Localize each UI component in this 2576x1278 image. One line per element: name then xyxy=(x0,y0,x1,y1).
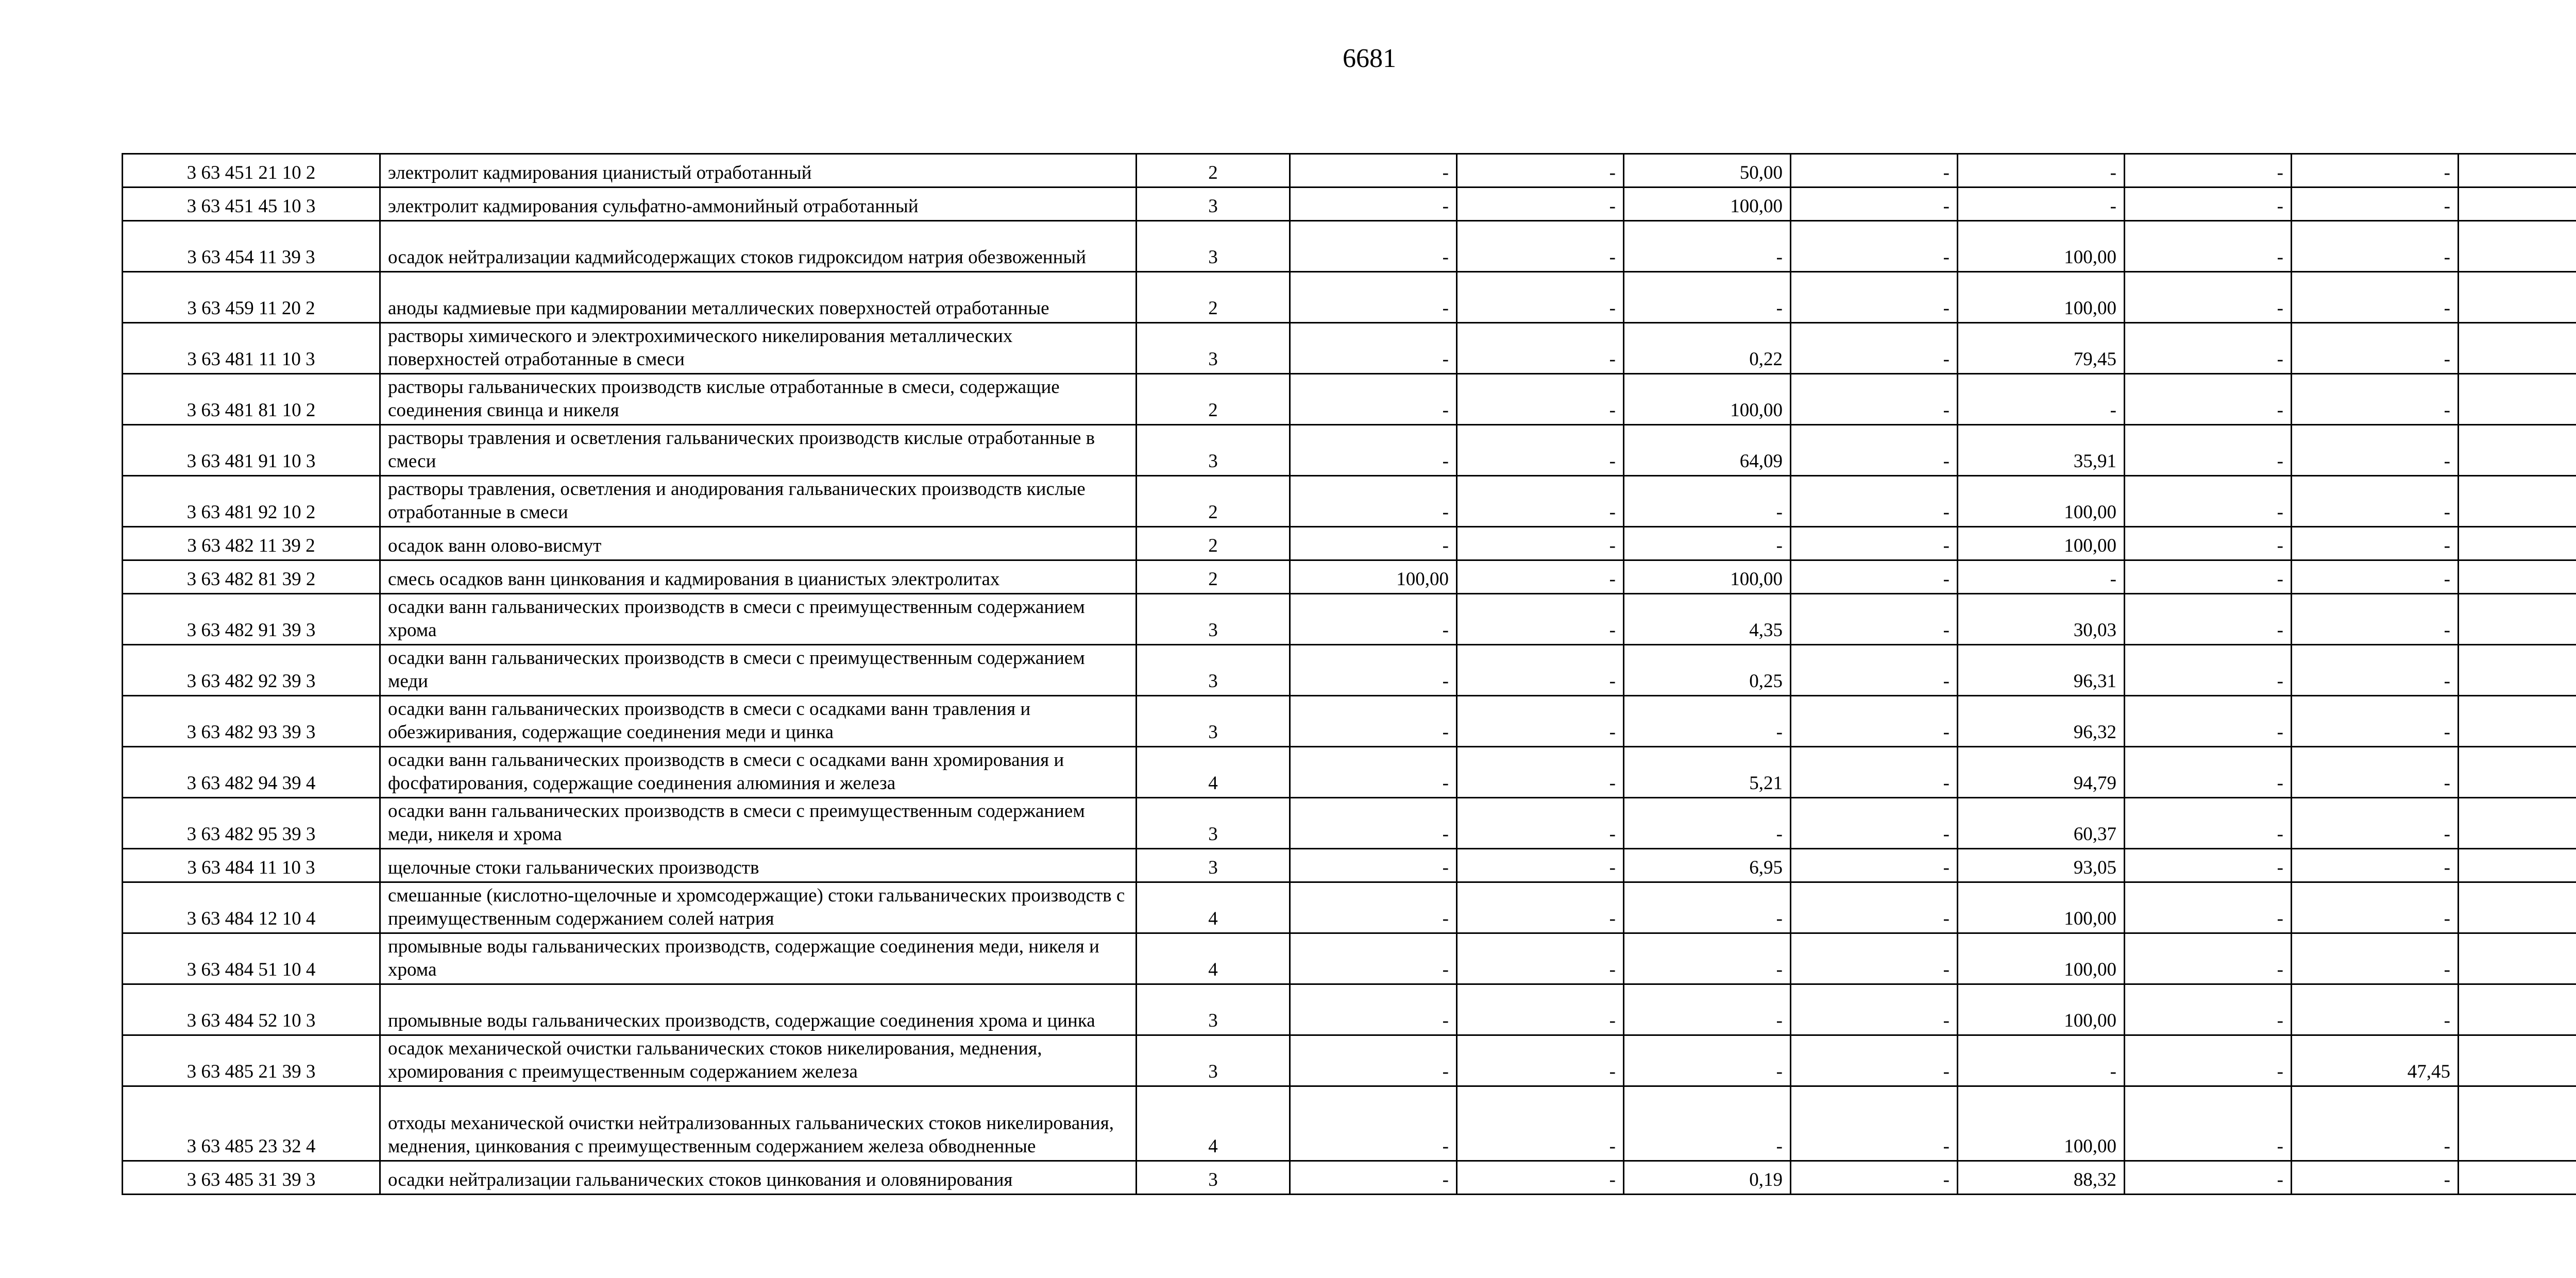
value-cell: - xyxy=(2125,272,2292,323)
value-cell: - xyxy=(1290,1086,1457,1161)
value-cell: - xyxy=(1791,272,1958,323)
value-cell: 100,00 xyxy=(1958,882,2125,933)
waste-name-cell: растворы травления и осветления гальванических производств кислые отработанные в смеси xyxy=(380,425,1137,476)
value-cell: - xyxy=(2292,560,2459,594)
value-cell xyxy=(2459,747,2576,798)
waste-name-cell: смешанные (кислотно-щелочные и хромсодержащие) стоки гальванических производств с преимущественным содержанием солей натрия xyxy=(380,882,1137,933)
value-cell: - xyxy=(1791,1161,1958,1195)
value-cell: 100,00 xyxy=(1958,527,2125,560)
value-cell: - xyxy=(2292,425,2459,476)
value-cell: - xyxy=(1457,645,1624,696)
value-cell: - xyxy=(1624,476,1791,527)
value-cell: - xyxy=(1624,1086,1791,1161)
value-cell: - xyxy=(1457,527,1624,560)
value-cell: 47,45 xyxy=(2292,1035,2459,1086)
value-cell: - xyxy=(1457,849,1624,882)
waste-code-cell: 3 63 484 52 10 3 xyxy=(123,984,380,1035)
value-cell: 100,00 xyxy=(1624,374,1791,425)
value-cell: - xyxy=(1290,1161,1457,1195)
value-cell: - xyxy=(1791,645,1958,696)
hazard-class-cell: 3 xyxy=(1137,188,1290,221)
value-cell: - xyxy=(1791,798,1958,849)
hazard-class-cell: 2 xyxy=(1137,476,1290,527)
waste-code-cell: 3 63 485 21 39 3 xyxy=(123,1035,380,1086)
waste-name-cell: промывные воды гальванических производств, содержащие соединения хрома и цинка xyxy=(380,984,1137,1035)
waste-table xyxy=(122,153,2576,1195)
value-cell: - xyxy=(1457,272,1624,323)
value-cell: - xyxy=(1791,188,1958,221)
value-cell: - xyxy=(1290,374,1457,425)
value-cell: - xyxy=(1290,154,1457,188)
hazard-class-cell: 2 xyxy=(1137,527,1290,560)
waste-code-cell: 3 63 459 11 20 2 xyxy=(123,272,380,323)
hazard-class-cell: 3 xyxy=(1137,323,1290,374)
table-row xyxy=(123,882,2576,933)
value-cell: 5,21 xyxy=(1624,747,1791,798)
value-cell: - xyxy=(1791,527,1958,560)
waste-code-cell: 3 63 481 92 10 2 xyxy=(123,476,380,527)
value-cell: - xyxy=(1290,984,1457,1035)
waste-code-cell: 3 63 482 94 39 4 xyxy=(123,747,380,798)
value-cell: - xyxy=(1290,696,1457,747)
value-cell: - xyxy=(1958,560,2125,594)
hazard-class-cell: 3 xyxy=(1137,425,1290,476)
table-row xyxy=(123,221,2576,272)
page-number: 6681 xyxy=(1343,44,1396,73)
hazard-class-cell: 3 xyxy=(1137,696,1290,747)
hazard-class-cell: 4 xyxy=(1137,1086,1290,1161)
waste-code-cell: 3 63 484 51 10 4 xyxy=(123,933,380,984)
value-cell: - xyxy=(1290,594,1457,645)
value-cell: - xyxy=(2125,933,2292,984)
value-cell: - xyxy=(2125,747,2292,798)
value-cell: 88,32 xyxy=(1958,1161,2125,1195)
value-cell xyxy=(2459,221,2576,272)
value-cell: - xyxy=(2292,696,2459,747)
table-row xyxy=(123,527,2576,560)
waste-code-cell: 3 63 482 91 39 3 xyxy=(123,594,380,645)
value-cell: - xyxy=(2125,188,2292,221)
value-cell: - xyxy=(1791,882,1958,933)
table-row xyxy=(123,1161,2576,1195)
value-cell: - xyxy=(1290,933,1457,984)
value-cell: - xyxy=(1457,425,1624,476)
value-cell: - xyxy=(2125,984,2292,1035)
waste-code-cell: 3 63 451 21 10 2 xyxy=(123,154,380,188)
value-cell: - xyxy=(1457,594,1624,645)
hazard-class-cell: 3 xyxy=(1137,645,1290,696)
value-cell xyxy=(2459,1035,2576,1086)
waste-code-cell: 3 63 481 91 10 3 xyxy=(123,425,380,476)
value-cell: - xyxy=(2125,374,2292,425)
value-cell: - xyxy=(2125,594,2292,645)
value-cell: - xyxy=(1457,984,1624,1035)
value-cell: - xyxy=(1624,882,1791,933)
value-cell: 93,05 xyxy=(1958,849,2125,882)
value-cell: 0,25 xyxy=(1624,645,1791,696)
value-cell: - xyxy=(2292,849,2459,882)
table-row xyxy=(123,272,2576,323)
value-cell: - xyxy=(1290,798,1457,849)
value-cell: 0,22 xyxy=(1624,323,1791,374)
value-cell: - xyxy=(2292,933,2459,984)
table-row xyxy=(123,594,2576,645)
value-cell: - xyxy=(2292,221,2459,272)
value-cell xyxy=(2459,476,2576,527)
waste-code-cell: 3 63 482 92 39 3 xyxy=(123,645,380,696)
value-cell xyxy=(2459,849,2576,882)
value-cell xyxy=(2459,984,2576,1035)
value-cell: - xyxy=(2292,323,2459,374)
value-cell: - xyxy=(1457,933,1624,984)
waste-code-cell: 3 63 481 81 10 2 xyxy=(123,374,380,425)
value-cell: - xyxy=(1791,747,1958,798)
value-cell: - xyxy=(2292,798,2459,849)
value-cell xyxy=(2459,527,2576,560)
value-cell xyxy=(2459,645,2576,696)
value-cell: 100,00 xyxy=(1624,188,1791,221)
waste-name-cell: электролит кадмирования цианистый отработанный xyxy=(380,154,1137,188)
value-cell: - xyxy=(2292,154,2459,188)
value-cell: - xyxy=(1791,696,1958,747)
waste-name-cell: электролит кадмирования сульфатно-аммонийный отработанный xyxy=(380,188,1137,221)
table-row xyxy=(123,798,2576,849)
value-cell: - xyxy=(1290,425,1457,476)
hazard-class-cell: 3 xyxy=(1137,984,1290,1035)
value-cell: 60,37 xyxy=(1958,798,2125,849)
value-cell: - xyxy=(1791,560,1958,594)
value-cell: - xyxy=(2292,476,2459,527)
value-cell xyxy=(2459,1161,2576,1195)
value-cell: - xyxy=(1290,527,1457,560)
value-cell: 100,00 xyxy=(1958,272,2125,323)
value-cell: - xyxy=(1958,374,2125,425)
value-cell: - xyxy=(1457,323,1624,374)
value-cell: - xyxy=(1624,696,1791,747)
waste-name-cell: осадки ванн гальванических производств в смеси с осадками ванн травления и обезжиривания, содержащие соединения меди и цинка xyxy=(380,696,1137,747)
value-cell: - xyxy=(1457,560,1624,594)
value-cell xyxy=(2459,594,2576,645)
waste-name-cell: растворы травления, осветления и анодирования гальванических производств кислые отработанные в смеси xyxy=(380,476,1137,527)
waste-name-cell: осадки ванн гальванических производств в смеси с преимущественным содержанием хрома xyxy=(380,594,1137,645)
value-cell: - xyxy=(2292,645,2459,696)
hazard-class-cell: 3 xyxy=(1137,1035,1290,1086)
value-cell: - xyxy=(1457,221,1624,272)
value-cell: - xyxy=(1457,476,1624,527)
value-cell: - xyxy=(1958,154,2125,188)
value-cell: - xyxy=(2125,154,2292,188)
value-cell: - xyxy=(1457,747,1624,798)
waste-code-cell: 3 63 485 31 39 3 xyxy=(123,1161,380,1195)
value-cell: - xyxy=(2292,374,2459,425)
value-cell: - xyxy=(1457,882,1624,933)
value-cell: - xyxy=(2292,272,2459,323)
value-cell: - xyxy=(2125,1161,2292,1195)
value-cell: 100,00 xyxy=(1290,560,1457,594)
value-cell: - xyxy=(1624,933,1791,984)
waste-code-cell: 3 63 454 11 39 3 xyxy=(123,221,380,272)
value-cell xyxy=(2459,560,2576,594)
hazard-class-cell: 2 xyxy=(1137,272,1290,323)
value-cell: - xyxy=(2125,560,2292,594)
waste-name-cell: осадки ванн гальванических производств в смеси с преимущественным содержанием меди xyxy=(380,645,1137,696)
value-cell xyxy=(2459,696,2576,747)
table-row xyxy=(123,747,2576,798)
waste-name-cell: отходы механической очистки нейтрализованных гальванических стоков никелирования, меднения, цинкования с преимущественным содержанием железа обводненные xyxy=(380,1086,1137,1161)
value-cell xyxy=(2459,1086,2576,1161)
value-cell: - xyxy=(1958,188,2125,221)
value-cell: - xyxy=(2125,645,2292,696)
value-cell: - xyxy=(1791,476,1958,527)
hazard-class-cell: 4 xyxy=(1137,933,1290,984)
table-row xyxy=(123,645,2576,696)
value-cell: - xyxy=(2125,849,2292,882)
value-cell: - xyxy=(2125,696,2292,747)
value-cell: - xyxy=(1791,154,1958,188)
table-row xyxy=(123,984,2576,1035)
value-cell: - xyxy=(2125,476,2292,527)
hazard-class-cell: 4 xyxy=(1137,882,1290,933)
waste-code-cell: 3 63 482 11 39 2 xyxy=(123,527,380,560)
table-row xyxy=(123,154,2576,188)
value-cell: - xyxy=(1457,1161,1624,1195)
value-cell: - xyxy=(2292,527,2459,560)
value-cell: - xyxy=(1290,272,1457,323)
waste-code-cell: 3 63 451 45 10 3 xyxy=(123,188,380,221)
value-cell xyxy=(2459,154,2576,188)
waste-name-cell: аноды кадмиевые при кадмировании металлических поверхностей отработанные xyxy=(380,272,1137,323)
value-cell: - xyxy=(1457,696,1624,747)
table-row xyxy=(123,374,2576,425)
value-cell: 100,00 xyxy=(1958,984,2125,1035)
hazard-class-cell: 3 xyxy=(1137,1161,1290,1195)
value-cell: - xyxy=(2125,798,2292,849)
waste-name-cell: осадки ванн гальванических производств в смеси с преимущественным содержанием меди, никеля и хрома xyxy=(380,798,1137,849)
hazard-class-cell: 3 xyxy=(1137,849,1290,882)
value-cell: - xyxy=(2292,1161,2459,1195)
value-cell: 100,00 xyxy=(1624,560,1791,594)
value-cell: - xyxy=(1457,1086,1624,1161)
value-cell: - xyxy=(1791,221,1958,272)
waste-code-cell: 3 63 484 11 10 3 xyxy=(123,849,380,882)
value-cell: - xyxy=(1958,1035,2125,1086)
value-cell: - xyxy=(1457,374,1624,425)
value-cell: - xyxy=(1457,154,1624,188)
value-cell: - xyxy=(2125,323,2292,374)
value-cell: - xyxy=(1290,188,1457,221)
value-cell: - xyxy=(1791,849,1958,882)
table-row xyxy=(123,1035,2576,1086)
value-cell xyxy=(2459,374,2576,425)
waste-name-cell: растворы химического и электрохимического никелирования металлических поверхностей отработанные в смеси xyxy=(380,323,1137,374)
waste-name-cell: промывные воды гальванических производств, содержащие соединения меди, никеля и хрома xyxy=(380,933,1137,984)
value-cell: - xyxy=(1624,221,1791,272)
value-cell: - xyxy=(1791,425,1958,476)
value-cell: - xyxy=(2125,221,2292,272)
value-cell xyxy=(2459,798,2576,849)
value-cell: 35,91 xyxy=(1958,425,2125,476)
table-row xyxy=(123,849,2576,882)
value-cell: 94,79 xyxy=(1958,747,2125,798)
value-cell: - xyxy=(2292,594,2459,645)
waste-code-cell: 3 63 482 93 39 3 xyxy=(123,696,380,747)
table-row xyxy=(123,425,2576,476)
value-cell: - xyxy=(1791,933,1958,984)
value-cell: - xyxy=(2292,188,2459,221)
value-cell: - xyxy=(1457,1035,1624,1086)
table-row xyxy=(123,560,2576,594)
waste-name-cell: осадок ванн олово-висмут xyxy=(380,527,1137,560)
hazard-class-cell: 2 xyxy=(1137,374,1290,425)
value-cell: - xyxy=(2125,425,2292,476)
value-cell: - xyxy=(2125,527,2292,560)
table-row xyxy=(123,696,2576,747)
value-cell: 6,95 xyxy=(1624,849,1791,882)
hazard-class-cell: 4 xyxy=(1137,747,1290,798)
waste-name-cell: растворы гальванических производств кислые отработанные в смеси, содержащие соединения свинца и никеля xyxy=(380,374,1137,425)
value-cell: 50,00 xyxy=(1624,154,1791,188)
waste-code-cell: 3 63 482 95 39 3 xyxy=(123,798,380,849)
waste-name-cell: осадок нейтрализации кадмийсодержащих стоков гидроксидом натрия обезвоженный xyxy=(380,221,1137,272)
value-cell: 79,45 xyxy=(1958,323,2125,374)
value-cell: - xyxy=(2292,984,2459,1035)
value-cell: - xyxy=(1624,1035,1791,1086)
value-cell: - xyxy=(1290,882,1457,933)
value-cell xyxy=(2459,933,2576,984)
value-cell: - xyxy=(2292,1086,2459,1161)
hazard-class-cell: 3 xyxy=(1137,594,1290,645)
value-cell: - xyxy=(2292,747,2459,798)
value-cell: 64,09 xyxy=(1624,425,1791,476)
value-cell: 100,00 xyxy=(1958,221,2125,272)
value-cell: 100,00 xyxy=(1958,476,2125,527)
value-cell: 30,03 xyxy=(1958,594,2125,645)
table-row xyxy=(123,188,2576,221)
value-cell xyxy=(2459,272,2576,323)
value-cell: 96,32 xyxy=(1958,696,2125,747)
value-cell: - xyxy=(1290,849,1457,882)
hazard-class-cell: 3 xyxy=(1137,221,1290,272)
value-cell: - xyxy=(2292,882,2459,933)
waste-name-cell: осадок механической очистки гальванических стоков никелирования, меднения, хромирования с преимущественным содержанием железа xyxy=(380,1035,1137,1086)
value-cell: - xyxy=(1791,594,1958,645)
value-cell: - xyxy=(1624,798,1791,849)
hazard-class-cell: 3 xyxy=(1137,798,1290,849)
value-cell xyxy=(2459,188,2576,221)
table-row xyxy=(123,1086,2576,1161)
value-cell: - xyxy=(1290,1035,1457,1086)
waste-name-cell: щелочные стоки гальванических производств xyxy=(380,849,1137,882)
hazard-class-cell: 2 xyxy=(1137,560,1290,594)
waste-name-cell: смесь осадков ванн цинкования и кадмирования в цианистых электролитах xyxy=(380,560,1137,594)
value-cell: - xyxy=(1457,798,1624,849)
value-cell: - xyxy=(1791,374,1958,425)
value-cell: - xyxy=(1290,747,1457,798)
table-row xyxy=(123,476,2576,527)
waste-name-cell: осадки ванн гальванических производств в смеси с осадками ванн хромирования и фосфатирования, содержащие соединения алюминия и железа xyxy=(380,747,1137,798)
value-cell: - xyxy=(1624,984,1791,1035)
waste-code-cell: 3 63 484 12 10 4 xyxy=(123,882,380,933)
value-cell: - xyxy=(1791,323,1958,374)
value-cell: - xyxy=(1791,1086,1958,1161)
value-cell: 96,31 xyxy=(1958,645,2125,696)
waste-code-cell: 3 63 482 81 39 2 xyxy=(123,560,380,594)
value-cell: - xyxy=(1791,1035,1958,1086)
value-cell: - xyxy=(1290,645,1457,696)
value-cell: - xyxy=(1791,984,1958,1035)
waste-code-cell: 3 63 485 23 32 4 xyxy=(123,1086,380,1161)
value-cell: - xyxy=(1290,476,1457,527)
hazard-class-cell: 2 xyxy=(1137,154,1290,188)
value-cell xyxy=(2459,425,2576,476)
value-cell xyxy=(2459,882,2576,933)
value-cell: 100,00 xyxy=(1958,933,2125,984)
value-cell: 4,35 xyxy=(1624,594,1791,645)
value-cell xyxy=(2459,323,2576,374)
value-cell: 0,19 xyxy=(1624,1161,1791,1195)
waste-name-cell: осадки нейтрализации гальванических стоков цинкования и оловянирования xyxy=(380,1161,1137,1195)
value-cell: - xyxy=(1624,272,1791,323)
value-cell: - xyxy=(2125,1035,2292,1086)
table-row xyxy=(123,933,2576,984)
value-cell: - xyxy=(1457,188,1624,221)
waste-code-cell: 3 63 481 11 10 3 xyxy=(123,323,380,374)
value-cell: - xyxy=(1290,221,1457,272)
value-cell: - xyxy=(1624,527,1791,560)
value-cell: - xyxy=(1290,323,1457,374)
value-cell: 100,00 xyxy=(1958,1086,2125,1161)
value-cell: - xyxy=(2125,1086,2292,1161)
table-row xyxy=(123,323,2576,374)
value-cell: - xyxy=(2125,882,2292,933)
